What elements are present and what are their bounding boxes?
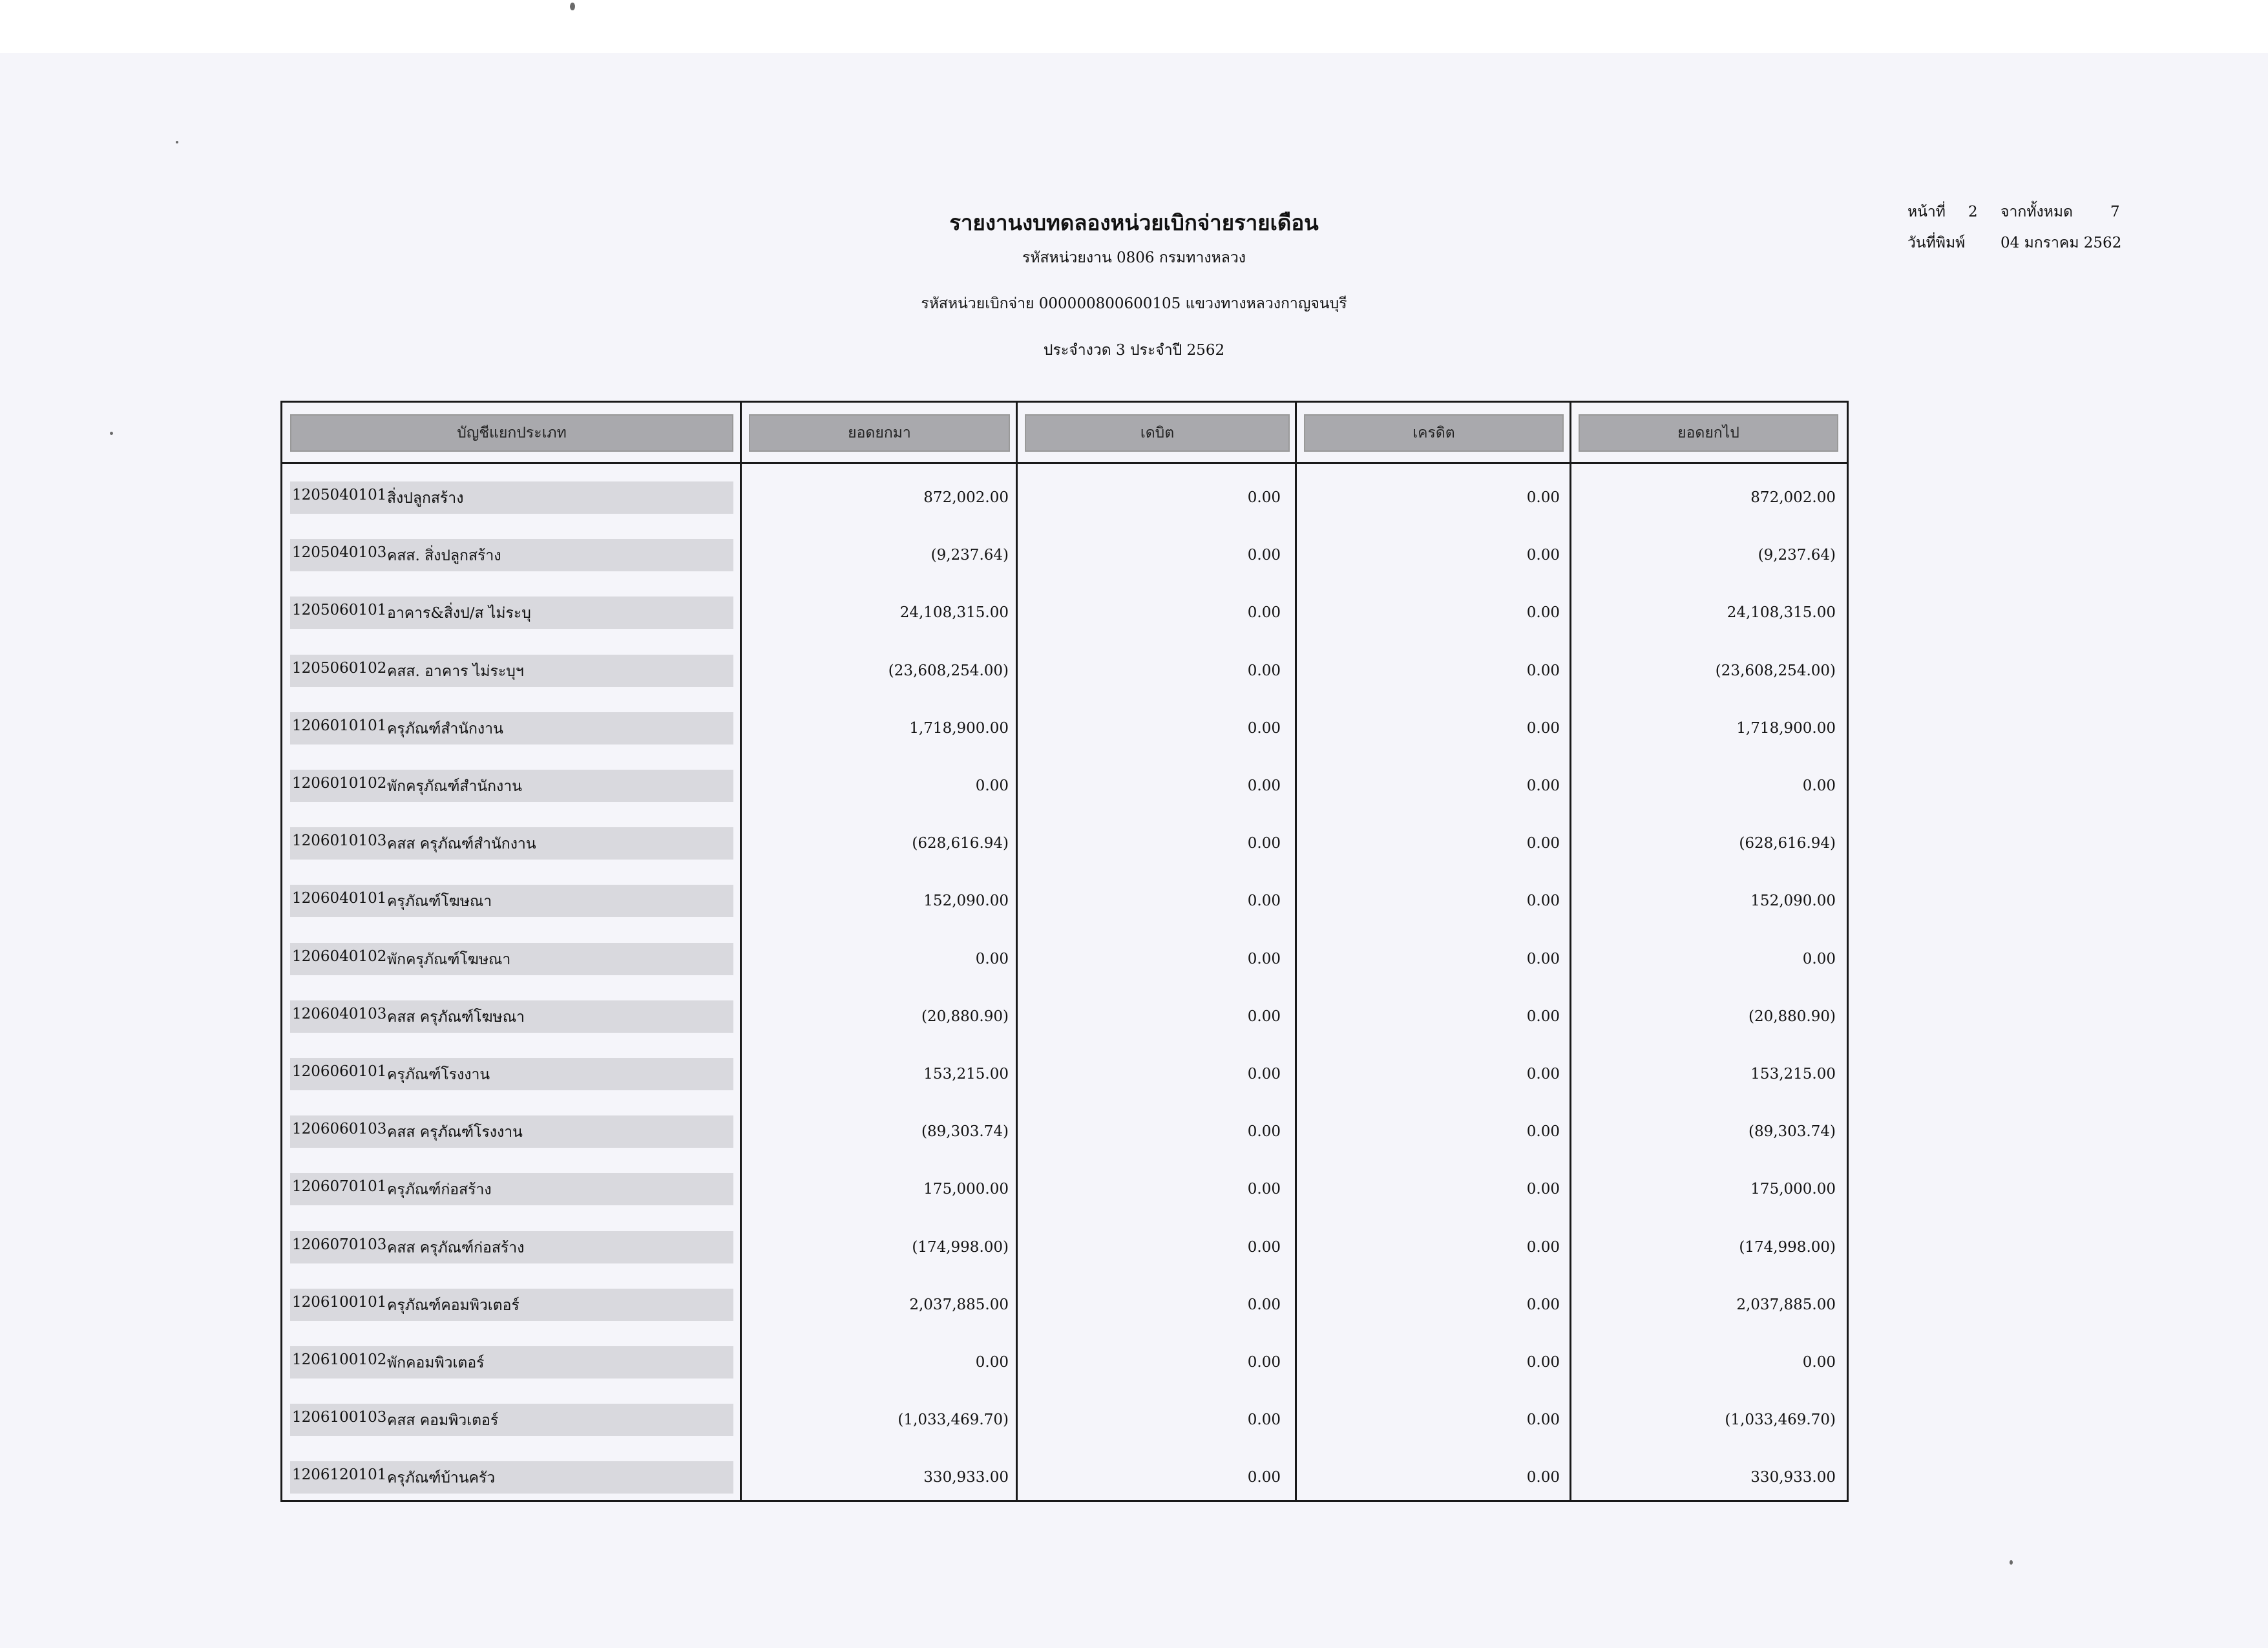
- account-name: ครุภัณฑ์ก่อสร้าง: [387, 1181, 492, 1198]
- debit-value: 0.00: [1247, 489, 1281, 506]
- carried-forward-value: (9,237.64): [1758, 547, 1836, 564]
- credit-value: 0.00: [1526, 720, 1560, 737]
- account-code: 1206010102: [292, 775, 387, 792]
- debit-value: 0.00: [1247, 1469, 1281, 1486]
- account-name: คสส. สิ่งปลูกสร้าง: [387, 547, 501, 564]
- credit-value: 0.00: [1526, 1239, 1560, 1256]
- credit-value: 0.00: [1526, 1181, 1560, 1198]
- credit-value: 0.00: [1526, 893, 1560, 909]
- account-code: 1206010103: [292, 832, 387, 849]
- debit-value: 0.00: [1247, 720, 1281, 737]
- scan-speck: [2010, 1560, 2013, 1565]
- report-title: รายงานงบทดลองหน่วยเบิกจ่ายรายเดือน: [949, 210, 1319, 235]
- page-number-info: [1907, 200, 2120, 224]
- carried-forward-value: 330,933.00: [1750, 1469, 1836, 1486]
- scan-speck: [110, 432, 113, 435]
- debit-value: 0.00: [1247, 1123, 1281, 1140]
- carried-forward-value: (20,880.90): [1748, 1008, 1836, 1025]
- print-date: 04 มกราคม 2562: [2000, 235, 2122, 251]
- account-name: คสส ครุภัณฑ์โฆษณา: [387, 1009, 525, 1026]
- account-name: คสส. อาคาร ไม่ระบุฯ: [387, 663, 524, 680]
- table-row: [282, 994, 1847, 1033]
- debit-value: 0.00: [1247, 604, 1281, 621]
- credit-value: 0.00: [1526, 1066, 1560, 1083]
- account-code: 1206060101: [292, 1063, 387, 1080]
- scan-background-strip: [0, 0, 2268, 53]
- credit-value: 0.00: [1526, 951, 1560, 967]
- brought-forward-value: (23,608,254.00): [888, 662, 1009, 679]
- disbursement-unit-line: รหัสหน่วยเบิกจ่าย 000000800600105 แขวงทางหลวงกาญจนบุรี: [921, 295, 1347, 312]
- account-code: 1206010101: [292, 717, 387, 734]
- account-code: 1206100102: [292, 1351, 387, 1368]
- table-row: [282, 1109, 1847, 1148]
- carried-forward-value: (174,998.00): [1739, 1239, 1836, 1256]
- carried-forward-value: 0.00: [1802, 777, 1836, 794]
- account-name: พักครุภัณฑ์สำนักงาน: [387, 778, 522, 795]
- debit-value: 0.00: [1247, 547, 1281, 564]
- brought-forward-value: 0.00: [975, 1354, 1009, 1371]
- credit-value: 0.00: [1526, 1008, 1560, 1025]
- debit-value: 0.00: [1247, 835, 1281, 852]
- credit-value: 0.00: [1526, 489, 1560, 506]
- account-name: สิ่งปลูกสร้าง: [387, 490, 464, 507]
- account-code: 1206040103: [292, 1006, 387, 1022]
- credit-value: 0.00: [1526, 1469, 1560, 1486]
- debit-value: 0.00: [1247, 1296, 1281, 1313]
- debit-value: 0.00: [1247, 662, 1281, 679]
- table-row: [282, 648, 1847, 687]
- account-code: 1205040103: [292, 544, 387, 561]
- table-row: [282, 706, 1847, 745]
- table-row: [282, 1455, 1847, 1494]
- account-code: 1206070101: [292, 1178, 387, 1195]
- credit-value: 0.00: [1526, 777, 1560, 794]
- account-code: 1206100103: [292, 1409, 387, 1426]
- table-row: [282, 878, 1847, 917]
- account-code: 1206120101: [292, 1466, 387, 1483]
- credit-value: 0.00: [1526, 1354, 1560, 1371]
- carried-forward-value: (89,303.74): [1748, 1123, 1836, 1140]
- brought-forward-value: 872,002.00: [923, 489, 1009, 506]
- table-row: [282, 475, 1847, 514]
- scan-speck: [570, 3, 575, 10]
- account-name: คสส ครุภัณฑ์โรงงาน: [387, 1124, 523, 1141]
- table-row: [282, 1051, 1847, 1090]
- table-row: [282, 1167, 1847, 1205]
- column-header-brought-forward: ยอดยกมา: [749, 414, 1010, 452]
- account-name: พักครุภัณฑ์โฆษณา: [387, 951, 511, 968]
- brought-forward-value: (628,616.94): [912, 835, 1009, 852]
- account-name: คสส ครุภัณฑ์สำนักงาน: [387, 836, 536, 852]
- carried-forward-value: 0.00: [1802, 1354, 1836, 1371]
- account-code: 1206100101: [292, 1294, 387, 1311]
- table-row: [282, 1282, 1847, 1321]
- table-row: [282, 533, 1847, 571]
- brought-forward-value: (20,880.90): [921, 1008, 1009, 1025]
- debit-value: 0.00: [1247, 1008, 1281, 1025]
- total-pages: 7: [2110, 204, 2120, 220]
- debit-value: 0.00: [1247, 951, 1281, 967]
- account-code: 1205060101: [292, 602, 387, 618]
- table-row: [282, 936, 1847, 975]
- table-row: [282, 1340, 1847, 1379]
- debit-value: 0.00: [1247, 1411, 1281, 1428]
- brought-forward-value: 0.00: [975, 951, 1009, 967]
- credit-value: 0.00: [1526, 1411, 1560, 1428]
- account-code: 1206040102: [292, 948, 387, 965]
- carried-forward-value: (628,616.94): [1739, 835, 1836, 852]
- account-name: ครุภัณฑ์สำนักงาน: [387, 721, 503, 737]
- account-name: ครุภัณฑ์คอมพิวเตอร์: [387, 1297, 520, 1314]
- account-name: อาคาร&สิ่งป/ส ไม่ระบุ: [387, 605, 531, 622]
- carried-forward-value: 24,108,315.00: [1727, 604, 1836, 621]
- brought-forward-value: 330,933.00: [923, 1469, 1009, 1486]
- credit-value: 0.00: [1526, 835, 1560, 852]
- carried-forward-value: 153,215.00: [1750, 1066, 1836, 1083]
- carried-forward-value: 0.00: [1802, 951, 1836, 967]
- debit-value: 0.00: [1247, 777, 1281, 794]
- column-header-carried-forward: ยอดยกไป: [1579, 414, 1838, 452]
- agency-line: รหัสหน่วยงาน 0806 กรมทางหลวง: [1022, 249, 1246, 266]
- brought-forward-value: (9,237.64): [930, 547, 1009, 564]
- credit-value: 0.00: [1526, 547, 1560, 564]
- page-label: หน้าที่: [1907, 204, 1946, 220]
- credit-value: 0.00: [1526, 1123, 1560, 1140]
- brought-forward-value: 175,000.00: [923, 1181, 1009, 1198]
- account-code: 1205040101: [292, 487, 387, 503]
- brought-forward-value: 24,108,315.00: [899, 604, 1009, 621]
- column-header-debit: เดบิต: [1025, 414, 1290, 452]
- table-row: [282, 1397, 1847, 1436]
- carried-forward-value: (1,033,469.70): [1725, 1411, 1836, 1428]
- brought-forward-value: (89,303.74): [921, 1123, 1009, 1140]
- brought-forward-value: 2,037,885.00: [909, 1296, 1009, 1313]
- scan-speck: [176, 141, 178, 143]
- header-divider: [282, 462, 1847, 464]
- table-row: [282, 1225, 1847, 1263]
- print-date-label: วันที่พิมพ์: [1907, 235, 1966, 251]
- credit-value: 0.00: [1526, 1296, 1560, 1313]
- carried-forward-value: (23,608,254.00): [1715, 662, 1836, 679]
- carried-forward-value: 152,090.00: [1750, 893, 1836, 909]
- trial-balance-table: [280, 401, 1849, 1502]
- brought-forward-value: 153,215.00: [923, 1066, 1009, 1083]
- debit-value: 0.00: [1247, 1181, 1281, 1198]
- account-name: ครุภัณฑ์โฆษณา: [387, 893, 492, 910]
- debit-value: 0.00: [1247, 1066, 1281, 1083]
- account-code: 1206040101: [292, 890, 387, 907]
- brought-forward-value: (1,033,469.70): [898, 1411, 1009, 1428]
- account-name: พักคอมพิวเตอร์: [387, 1355, 485, 1371]
- table-row: [282, 821, 1847, 860]
- carried-forward-value: 2,037,885.00: [1736, 1296, 1836, 1313]
- table-row: [282, 763, 1847, 802]
- account-code: 1205060102: [292, 660, 387, 677]
- debit-value: 0.00: [1247, 1354, 1281, 1371]
- brought-forward-value: 152,090.00: [923, 893, 1009, 909]
- page-number: 2: [1968, 204, 1978, 220]
- print-date-info: [1907, 231, 2121, 255]
- table-row: [282, 590, 1847, 629]
- account-code: 1206070103: [292, 1236, 387, 1253]
- carried-forward-value: 175,000.00: [1750, 1181, 1836, 1198]
- brought-forward-value: 1,718,900.00: [909, 720, 1009, 737]
- column-header-account: บัญชีแยกประเภท: [290, 414, 733, 452]
- debit-value: 0.00: [1247, 893, 1281, 909]
- brought-forward-value: (174,998.00): [912, 1239, 1009, 1256]
- brought-forward-value: 0.00: [975, 777, 1009, 794]
- period-line: ประจำงวด 3 ประจำปี 2562: [1043, 342, 1225, 359]
- account-name: ครุภัณฑ์โรงงาน: [387, 1066, 490, 1083]
- column-header-credit: เครดิต: [1304, 414, 1564, 452]
- credit-value: 0.00: [1526, 604, 1560, 621]
- debit-value: 0.00: [1247, 1239, 1281, 1256]
- account-name: คสส ครุภัณฑ์ก่อสร้าง: [387, 1240, 525, 1256]
- total-pages-label: จากทั้งหมด: [2000, 204, 2073, 220]
- carried-forward-value: 1,718,900.00: [1736, 720, 1836, 737]
- account-name: ครุภัณฑ์บ้านครัว: [387, 1470, 496, 1486]
- carried-forward-value: 872,002.00: [1750, 489, 1836, 506]
- account-name: คสส คอมพิวเตอร์: [387, 1412, 499, 1429]
- account-code: 1206060103: [292, 1121, 387, 1137]
- credit-value: 0.00: [1526, 662, 1560, 679]
